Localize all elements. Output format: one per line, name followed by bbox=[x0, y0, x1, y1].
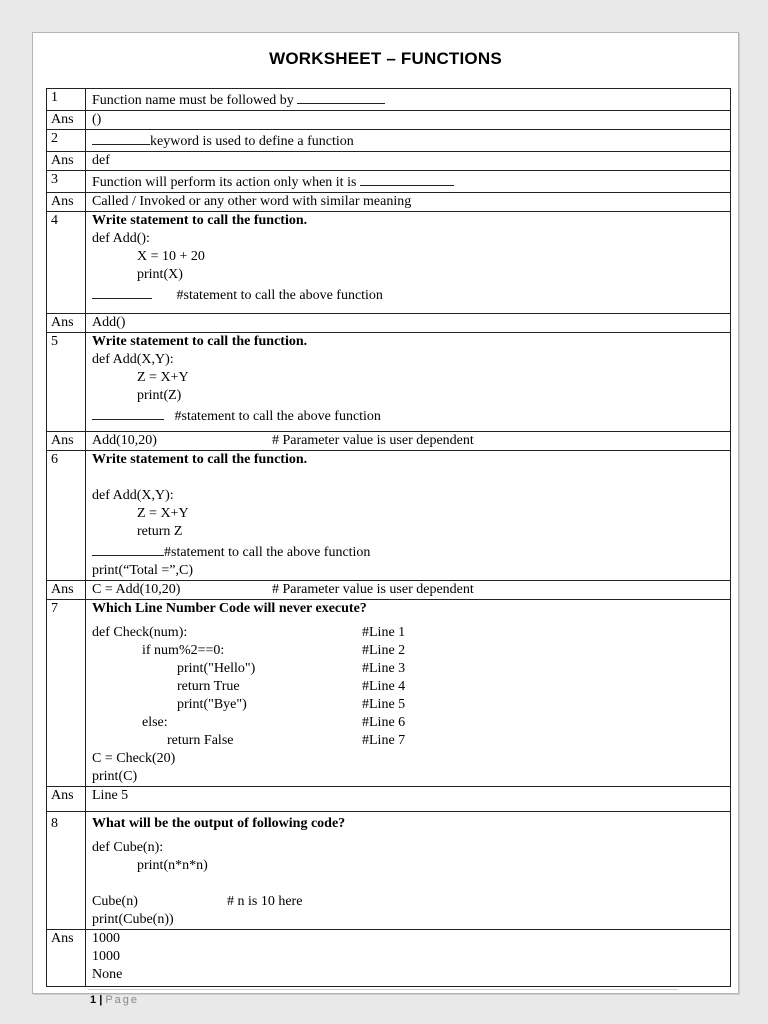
code-line: def Check(num): bbox=[92, 625, 188, 640]
code-line: X = 10 + 20 bbox=[137, 249, 205, 264]
table-row bbox=[47, 432, 731, 451]
worksheet-table bbox=[46, 88, 731, 987]
answer-text: Line 5 bbox=[86, 787, 731, 812]
page-label: Page bbox=[105, 994, 140, 1006]
question-number: 4 bbox=[47, 212, 86, 314]
line-label: #Line 5 bbox=[362, 697, 406, 712]
code-line: if num%2==0: bbox=[142, 643, 225, 658]
code-line: #statement to call the above function bbox=[92, 405, 724, 426]
table-row bbox=[47, 333, 731, 432]
question-number: 5 bbox=[47, 333, 86, 432]
table-row bbox=[47, 581, 731, 600]
answer-label: Ans bbox=[47, 930, 86, 987]
table-row bbox=[47, 787, 731, 812]
code-line: return False bbox=[167, 733, 234, 748]
answer-text: () bbox=[86, 111, 731, 130]
question-body bbox=[86, 600, 731, 787]
code-line: def Add(X,Y): bbox=[92, 352, 174, 367]
table-row bbox=[47, 812, 731, 930]
table-row bbox=[47, 600, 731, 787]
question-number: 2 bbox=[47, 130, 86, 152]
question-text: keyword is used to define a function bbox=[86, 130, 731, 152]
blank-line bbox=[92, 130, 150, 145]
line-label: #Line 6 bbox=[362, 715, 406, 730]
table-row bbox=[47, 111, 731, 130]
question-body bbox=[86, 451, 731, 581]
table-row bbox=[47, 451, 731, 581]
answer-text: Called / Invoked or any other word with similar meaning bbox=[86, 193, 731, 212]
code-line: else: bbox=[142, 715, 168, 730]
code-line: print(Z) bbox=[137, 388, 182, 403]
code-line: Z = X+Y bbox=[137, 506, 189, 521]
blank-line bbox=[92, 541, 164, 556]
answer-label: Ans bbox=[47, 581, 86, 600]
blank-line bbox=[92, 405, 164, 420]
answer-text: Add() bbox=[86, 314, 731, 333]
question-number: 1 bbox=[47, 89, 86, 111]
code-line: C = Check(20) bbox=[92, 751, 176, 766]
answer-text: Add(10,20) # Parameter value is user dependent bbox=[86, 432, 731, 451]
code-line: Z = X+Y bbox=[137, 370, 189, 385]
answer-label: Ans bbox=[47, 152, 86, 171]
answer-text: C = Add(10,20) # Parameter value is user dependent bbox=[86, 581, 731, 600]
question-body bbox=[86, 812, 731, 930]
table-row bbox=[47, 193, 731, 212]
code-line: print(C) bbox=[92, 769, 138, 784]
code-line: def Cube(n): bbox=[92, 840, 164, 855]
line-label: #Line 2 bbox=[362, 643, 406, 658]
code-line: print(n*n*n) bbox=[137, 858, 208, 873]
question-text: Function will perform its action only when it is bbox=[86, 171, 731, 193]
page-title: WORKSHEET – FUNCTIONS bbox=[269, 49, 502, 68]
code-line: print("Hello") bbox=[177, 661, 256, 676]
answer-label: Ans bbox=[47, 432, 86, 451]
code-line: Cube(n) # n is 10 here bbox=[92, 894, 303, 909]
question-heading: Write statement to call the function. bbox=[92, 334, 308, 349]
code-line: #statement to call the above function bbox=[92, 541, 724, 562]
answer-text bbox=[86, 930, 731, 987]
table-row bbox=[47, 171, 731, 193]
line-label: #Line 3 bbox=[362, 661, 406, 676]
line-label: #Line 4 bbox=[362, 679, 406, 694]
code-line: print(“Total =”,C) bbox=[92, 563, 193, 578]
code-line: #statement to call the above function bbox=[92, 284, 724, 305]
question-number: 7 bbox=[47, 600, 86, 787]
question-text: Function name must be followed by bbox=[86, 89, 731, 111]
code-line: return Z bbox=[137, 524, 183, 539]
footer-divider bbox=[88, 989, 678, 990]
answer-label: Ans bbox=[47, 314, 86, 333]
blank-line bbox=[92, 284, 152, 299]
answer-text: def bbox=[86, 152, 731, 171]
code-line: print(Cube(n)) bbox=[92, 912, 174, 927]
question-body bbox=[86, 333, 731, 432]
output-line: 1000 bbox=[92, 949, 120, 964]
table-row bbox=[47, 152, 731, 171]
answer-label: Ans bbox=[47, 787, 86, 812]
question-body bbox=[86, 212, 731, 314]
code-line: print("Bye") bbox=[177, 697, 247, 712]
answer-label: Ans bbox=[47, 111, 86, 130]
document-page bbox=[32, 32, 739, 994]
answer-label: Ans bbox=[47, 193, 86, 212]
page-footer bbox=[90, 994, 139, 1006]
table-row bbox=[47, 314, 731, 333]
code-line: return True bbox=[177, 679, 240, 694]
blank-line bbox=[360, 171, 454, 186]
question-heading: Write statement to call the function. bbox=[92, 452, 308, 467]
table-row bbox=[47, 89, 731, 111]
table-row bbox=[47, 130, 731, 152]
code-line: def Add(): bbox=[92, 231, 150, 246]
question-heading: Write statement to call the function. bbox=[92, 213, 308, 228]
line-label: #Line 1 bbox=[362, 625, 406, 640]
question-number: 6 bbox=[47, 451, 86, 581]
page-number: 1 bbox=[90, 994, 97, 1006]
output-line: 1000 bbox=[92, 931, 120, 946]
question-heading: Which Line Number Code will never execute? bbox=[92, 601, 367, 616]
code-line: print(X) bbox=[137, 267, 183, 282]
question-number: 8 bbox=[47, 812, 86, 930]
question-number: 3 bbox=[47, 171, 86, 193]
question-heading: What will be the output of following code? bbox=[92, 816, 346, 831]
code-line: def Add(X,Y): bbox=[92, 488, 174, 503]
line-label: #Line 7 bbox=[362, 733, 406, 748]
table-row bbox=[47, 212, 731, 314]
footer-separator: | bbox=[99, 994, 103, 1006]
output-line: None bbox=[92, 967, 123, 982]
table-row bbox=[47, 930, 731, 987]
blank-line bbox=[297, 89, 385, 104]
